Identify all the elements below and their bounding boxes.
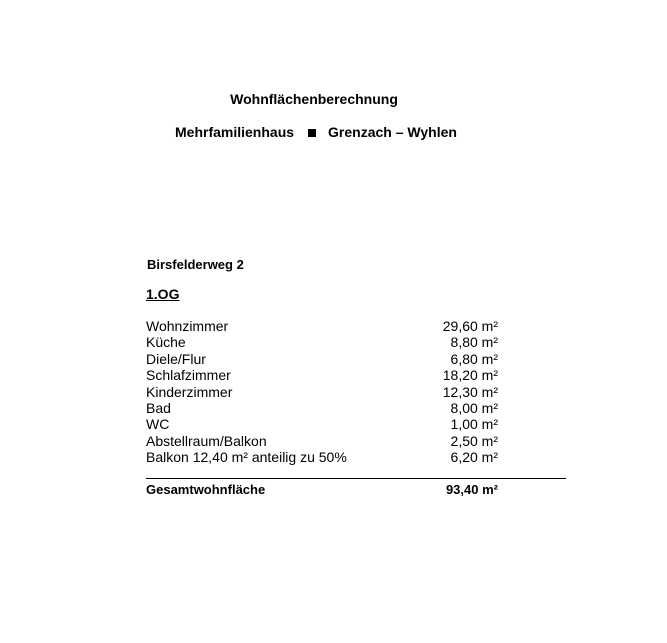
building-type: Mehrfamilienhaus xyxy=(175,124,295,140)
room-row xyxy=(146,449,498,465)
total-value: 93,40 m² xyxy=(445,482,498,497)
room-name: Kinderzimmer xyxy=(146,383,233,400)
total-row xyxy=(146,482,498,497)
room-row xyxy=(146,384,498,400)
room-row xyxy=(146,416,498,432)
floor-heading: 1.OG xyxy=(146,286,180,302)
room-row xyxy=(146,318,498,334)
room-name: Diele/Flur xyxy=(146,350,206,367)
room-name: Bad xyxy=(146,399,171,416)
total-divider xyxy=(146,478,566,479)
room-row xyxy=(146,433,498,449)
room-name: Wohnzimmer xyxy=(146,318,229,334)
address-heading: Birsfelderweg 2 xyxy=(147,257,244,272)
room-area: 18,20 m² xyxy=(442,367,498,384)
room-area: 6,80 m² xyxy=(450,350,498,367)
room-name: Küche xyxy=(146,334,186,351)
room-area: 2,50 m² xyxy=(450,432,498,449)
room-name: WC xyxy=(146,416,170,433)
room-area: 1,00 m² xyxy=(450,416,498,433)
total-label: Gesamtwohnfläche xyxy=(146,482,266,497)
room-area: 6,20 m² xyxy=(450,449,498,466)
location: Grenzach – Wyhlen xyxy=(328,124,457,140)
room-name: Balkon 12,40 m² anteilig zu 50% xyxy=(146,449,347,466)
room-list xyxy=(146,318,498,466)
room-row xyxy=(146,400,498,416)
document-subtitle xyxy=(175,124,457,140)
room-row xyxy=(146,334,498,350)
room-row xyxy=(146,351,498,367)
room-area: 29,60 m² xyxy=(442,318,498,334)
room-name: Abstellraum/Balkon xyxy=(146,432,267,449)
room-area: 8,00 m² xyxy=(450,399,498,416)
room-area: 8,80 m² xyxy=(450,334,498,351)
document-title: Wohnflächenberechnung xyxy=(230,91,398,107)
room-area: 12,30 m² xyxy=(442,383,498,400)
room-row xyxy=(146,367,498,383)
square-bullet-icon xyxy=(308,129,316,137)
room-name: Schlafzimmer xyxy=(146,367,231,384)
